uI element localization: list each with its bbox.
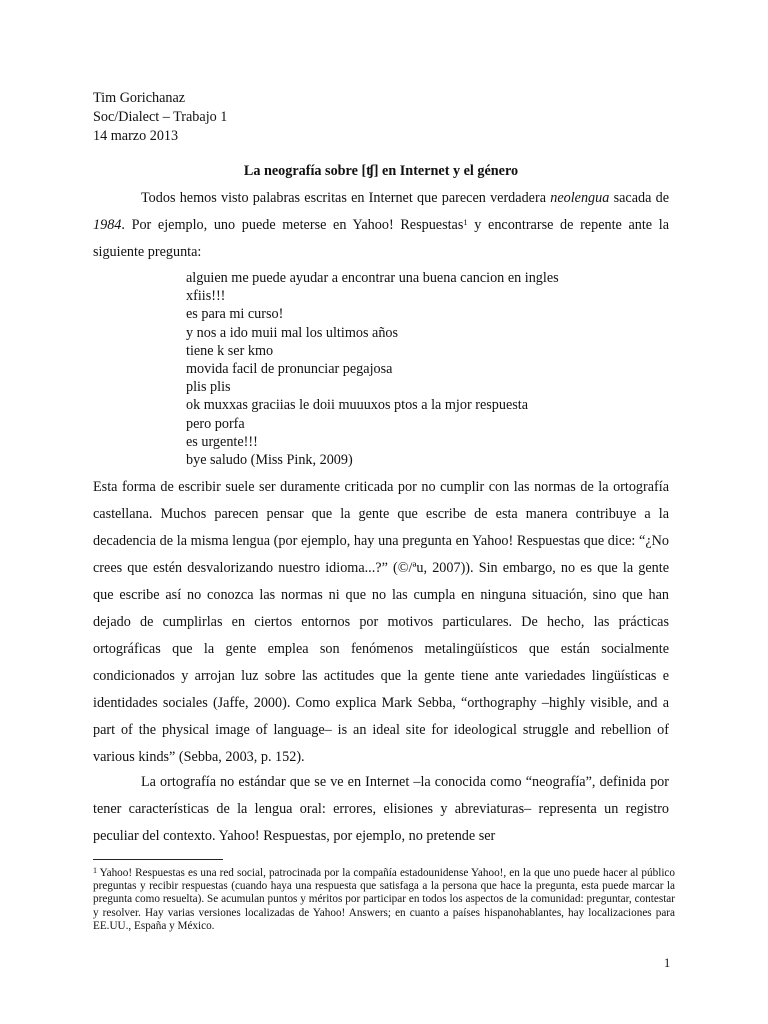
quote-line: y nos a ido muii mal los ultimos años (186, 324, 399, 341)
paragraph-text: sacada de (609, 190, 669, 206)
quote-line: es para mi curso! (186, 306, 284, 323)
quote-line: es urgente!!! (186, 433, 258, 450)
quote-line: xfiis!!! (186, 288, 226, 305)
course-name: Soc/Dialect – Trabajo 1 (93, 109, 228, 125)
quote-line: pero porfa (186, 415, 245, 432)
paragraph-text: Todos hemos visto palabras escritas en Internet que parecen verdadera (141, 190, 551, 206)
quote-line: plis plis (186, 379, 231, 396)
footnote-text: Yahoo! Respuestas es una red social, patrocinada por la compañía estadounidense Yahoo!, en la que uno puede hacer al público preguntas y recibir respuestas (cuando haya una respuesta que satisfaga a la persona que hace la pregunta, esta puede marcar la pregunta como resuelta). Se acumulan puntos y méritos por participar en todos los aspectos de la comunidad: preguntar, contestar y resolver. Hay varias versiones localizadas de Yahoo! Answers; en cuanto a países hispanohablantes, hay localizaciones para EE.UU., España y México. (93, 867, 675, 932)
footnote-reference: 1 (463, 217, 468, 227)
quote-line: bye saludo (Miss Pink, 2009) (186, 452, 353, 469)
document-date: 14 marzo 2013 (93, 128, 179, 144)
author-name: Tim Gorichanaz (93, 90, 186, 106)
paragraph-text: . Por ejemplo, uno puede meterse en Yahoo! Respuestas (121, 217, 464, 233)
italic-term: neolengua (550, 190, 610, 206)
page-number: 1 (664, 956, 671, 970)
footnote-divider (93, 859, 223, 860)
paragraph-neografia: La ortografía no estándar que se ve en Internet –la conocida como “neografía”, definida por tener características de la lengua oral: errores, elisiones y abreviaturas– representa un registro peculiar del contexto. Yahoo! Respuestas, por ejemplo, no pretende ser (93, 774, 669, 844)
quote-line: ok muxxas graciias le doii muuuxos ptos a la mjor respuesta (186, 397, 529, 414)
quote-line: alguien me puede ayudar a encontrar una buena cancion en ingles (186, 270, 559, 286)
quote-line: tiene k ser kmo (186, 342, 274, 359)
document-title: La neografía sobre [ʧ] en Internet y el género (243, 163, 519, 179)
block-quote (186, 269, 559, 469)
paragraph-intro (93, 185, 669, 266)
footnote (93, 867, 675, 933)
quote-line: movida facil de pronunciar pegajosa (186, 361, 393, 378)
footnote-number: 1 (93, 866, 97, 875)
header-block (93, 89, 227, 146)
italic-term: 1984 (93, 217, 122, 233)
paragraph-criticism: Esta forma de escribir suele ser duramente criticada por no cumplir con las normas de la ortografía castellana. Muchos parecen pensar que la gente que escribe de esta manera contribuye a la decadencia de la misma lengua (por ejemplo, hay una pregunta en Yahoo! Respuestas que dice: “¿No crees que estén desvalorizando nuestro idioma...?” (©/ªu, 2007)). Sin embargo, no es que la gente que escribe así no conozca las normas ni que no las cumpla en ninguna situación, sino que han dejado de cumplirlas en ciertos entornos por motivos particulares. De hecho, las prácticas ortográficas que la gente emplea son fenómenos metalingüísticos que están socialmente condicionados y arrojan luz sobre las actitudes que la gente tiene ante variedades lingüísticas e identidades sociales (Jaffe, 2000). Como explica Mark Sebba, “orthography –highly visible, and a part of the physical image of language– is an ideal site for ideological struggle and rebellion of various kinds” (Sebba, 2003, p. 152). (93, 479, 669, 765)
paragraph-text: y encontrarse de repente ante la siguiente pregunta: (93, 217, 669, 260)
